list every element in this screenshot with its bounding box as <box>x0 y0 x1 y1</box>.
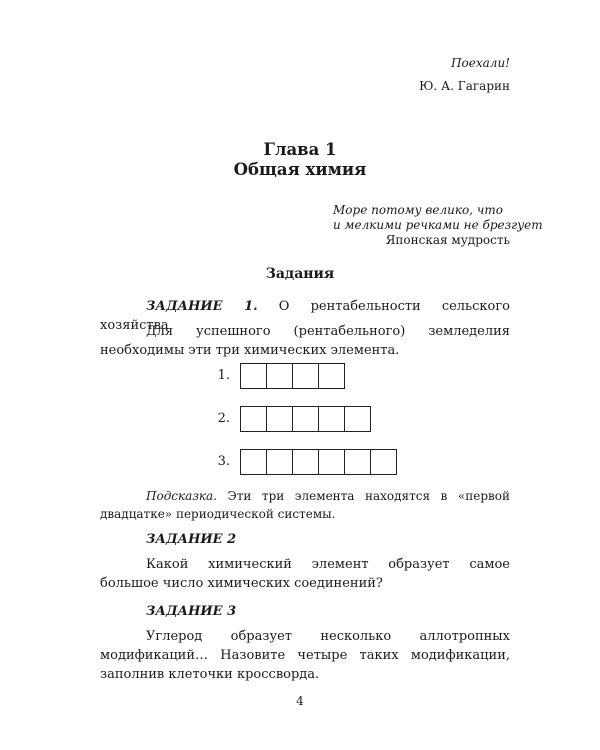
puzzle-cell <box>266 363 293 389</box>
chapter-epigraph-line2: и мелкими речками не брезгует <box>333 218 543 232</box>
page-number: 4 <box>296 694 304 708</box>
hint-label: Подсказка. <box>146 489 218 503</box>
task2-text: Какой химический элемент образует самое большое число химических соединений? <box>100 557 510 591</box>
puzzle-row-2 <box>0 406 600 432</box>
puzzle-row-1 <box>0 363 600 389</box>
puzzle-cells <box>240 363 345 389</box>
chapter-epigraph-line1: Море потому велико, что <box>333 203 503 217</box>
puzzle-cell <box>240 449 267 475</box>
task3-label: ЗАДАНИЕ 3 <box>146 604 237 619</box>
puzzle-cell <box>370 449 397 475</box>
puzzle-cell <box>318 363 345 389</box>
chapter-epigraph-source: Японская мудрость <box>385 233 510 247</box>
task1-title: О рентабельности сельского хозяйства <box>100 299 511 333</box>
puzzle-row-3 <box>0 449 600 475</box>
task1-hint <box>100 487 510 523</box>
puzzle-cell <box>266 406 293 432</box>
puzzle-cells <box>240 406 371 432</box>
section-title: Задания <box>265 266 335 282</box>
task3-text: Углерод образует несколько аллотропных модификаций… Назовите четыре таких модификации, заполнив клеточки кроссворда. <box>100 629 510 682</box>
puzzle-cell <box>240 363 267 389</box>
task1-label: ЗАДАНИЕ 1. <box>146 299 258 314</box>
puzzle-cell <box>292 363 319 389</box>
puzzle-cell <box>240 406 267 432</box>
epigraph-quote: Поехали! <box>451 56 510 70</box>
task2-label: ЗАДАНИЕ 2 <box>146 532 237 547</box>
chapter-title: Общая химия <box>233 160 367 179</box>
task1-text: Для успешного (рентабельного) земледелия необходимы эти три химических элемента. <box>100 324 510 358</box>
hint-text: Эти три элемента находятся в «первой двадцатке» периодической системы. <box>100 489 510 521</box>
puzzle-cell <box>318 406 345 432</box>
puzzle-cell <box>344 449 371 475</box>
puzzle-row-number: 2. <box>217 411 230 426</box>
puzzle-cell <box>266 449 293 475</box>
epigraph-author: Ю. А. Гагарин <box>419 79 510 93</box>
puzzle-row-number: 3. <box>217 454 230 469</box>
chapter-number: Глава 1 <box>263 140 337 159</box>
puzzle-cell <box>344 406 371 432</box>
puzzle-row-number: 1. <box>217 368 230 383</box>
puzzle-cell <box>292 449 319 475</box>
puzzle-cell <box>292 406 319 432</box>
puzzle-cell <box>318 449 345 475</box>
puzzle-cells <box>240 449 397 475</box>
